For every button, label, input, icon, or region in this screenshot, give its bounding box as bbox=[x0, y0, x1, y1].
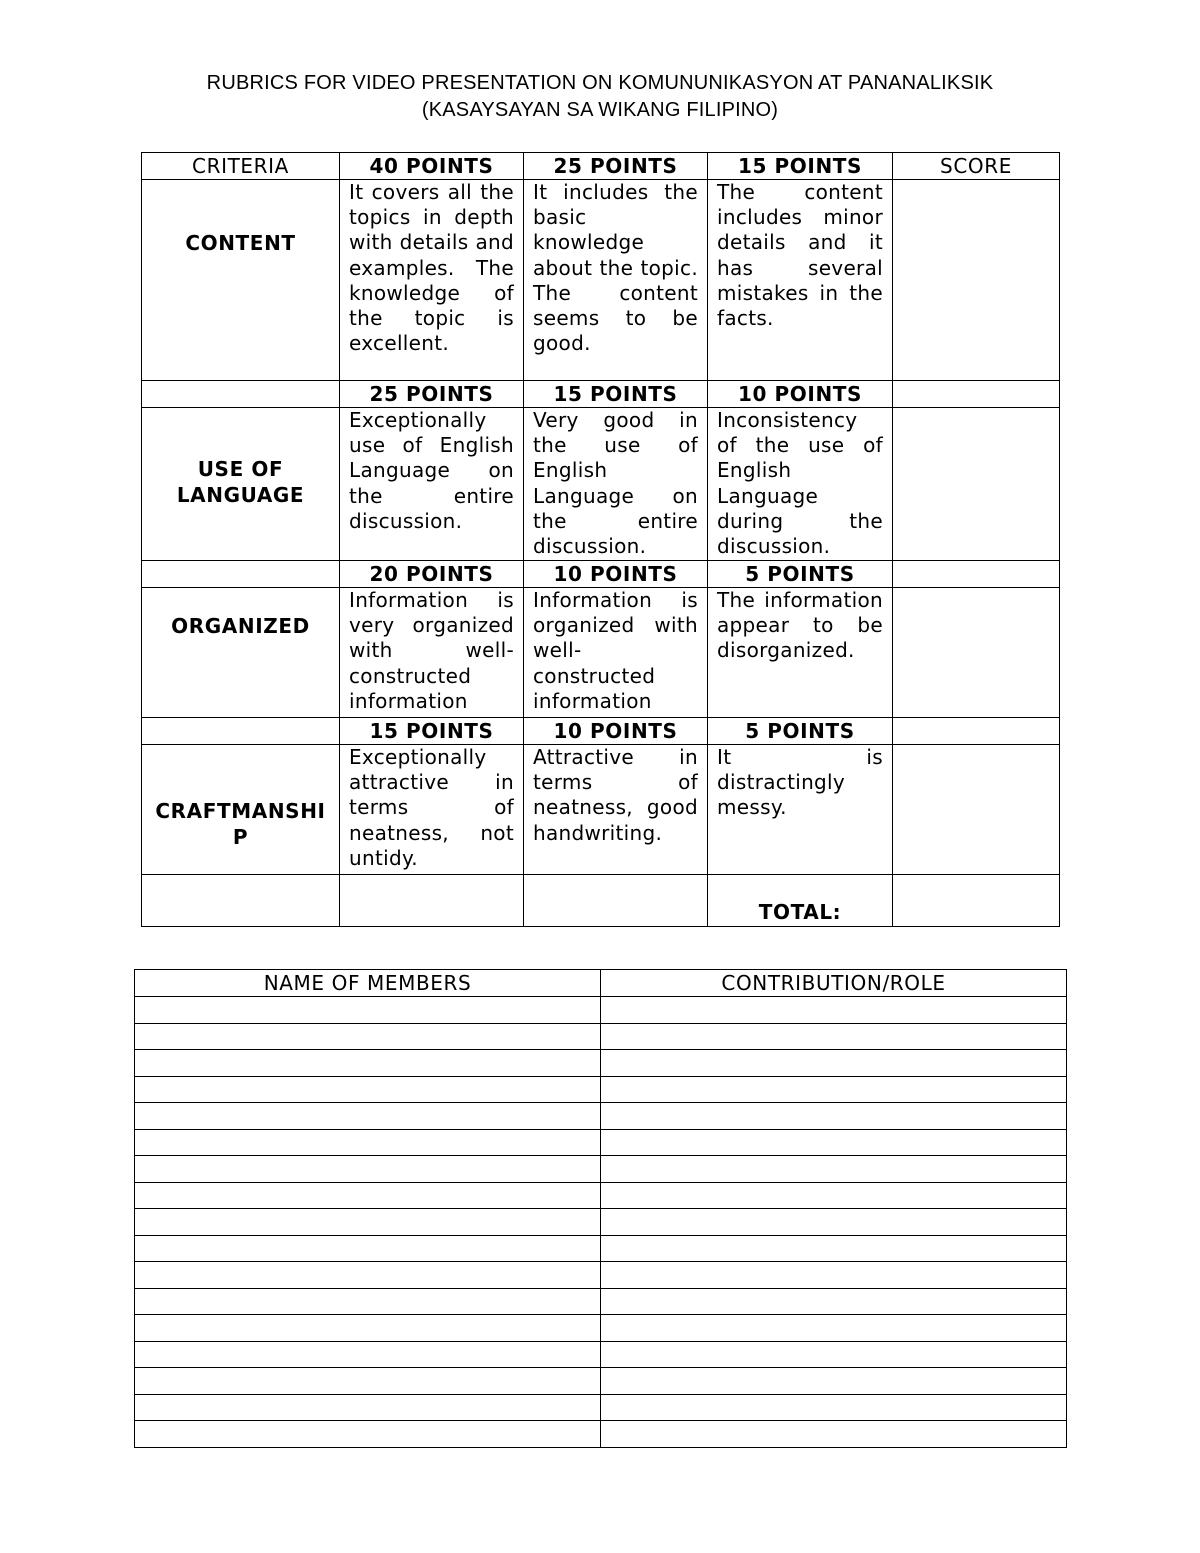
members-header-row bbox=[135, 970, 1067, 997]
member-row bbox=[135, 1023, 1067, 1050]
member-row bbox=[135, 1341, 1067, 1368]
member-row bbox=[135, 1182, 1067, 1209]
member-row bbox=[135, 1315, 1067, 1342]
member-row bbox=[135, 1156, 1067, 1183]
header-contribution-role: CONTRIBUTION/ROLE bbox=[601, 970, 1067, 997]
organized-desc-3: The information appear to be disorganized. bbox=[708, 588, 893, 718]
score-language[interactable] bbox=[893, 408, 1060, 561]
points-blank bbox=[893, 718, 1060, 745]
member-role-cell[interactable] bbox=[601, 1288, 1067, 1315]
rubric-header-row bbox=[142, 153, 1060, 180]
member-row bbox=[135, 1209, 1067, 1236]
organized-points-row bbox=[142, 561, 1060, 588]
member-name-cell[interactable] bbox=[135, 1368, 601, 1395]
member-name-cell[interactable] bbox=[135, 997, 601, 1024]
points-blank bbox=[142, 561, 340, 588]
organized-points-2: 10 POINTS bbox=[524, 561, 708, 588]
craftmanship-row bbox=[142, 745, 1060, 875]
total-label: TOTAL: bbox=[708, 875, 893, 927]
member-role-cell[interactable] bbox=[601, 1341, 1067, 1368]
language-points-3: 10 POINTS bbox=[708, 381, 893, 408]
member-role-cell[interactable] bbox=[601, 1050, 1067, 1077]
total-blank bbox=[340, 875, 524, 927]
member-rows bbox=[135, 997, 1067, 1448]
member-row bbox=[135, 1050, 1067, 1077]
member-name-cell[interactable] bbox=[135, 1103, 601, 1130]
total-blank bbox=[142, 875, 340, 927]
craftmanship-desc-2: Attractive in terms of neatness, good handwriting. bbox=[524, 745, 708, 875]
member-name-cell[interactable] bbox=[135, 1076, 601, 1103]
member-name-cell[interactable] bbox=[135, 1209, 601, 1236]
member-name-cell[interactable] bbox=[135, 1341, 601, 1368]
criteria-craftmanship: CRAFTMANSHIP bbox=[142, 745, 340, 875]
member-name-cell[interactable] bbox=[135, 1288, 601, 1315]
organized-points-1: 20 POINTS bbox=[340, 561, 524, 588]
content-row bbox=[142, 180, 1060, 381]
member-role-cell[interactable] bbox=[601, 1394, 1067, 1421]
craftmanship-desc-3: It is distractingly messy. bbox=[708, 745, 893, 875]
content-desc-3: The content includes minor details and it has several mistakes in the facts. bbox=[708, 180, 893, 381]
header-name-of-members: NAME OF MEMBERS bbox=[135, 970, 601, 997]
member-row bbox=[135, 1076, 1067, 1103]
member-name-cell[interactable] bbox=[135, 1156, 601, 1183]
points-blank bbox=[142, 381, 340, 408]
member-role-cell[interactable] bbox=[601, 1421, 1067, 1448]
document-title bbox=[0, 70, 1200, 124]
craftmanship-points-2: 10 POINTS bbox=[524, 718, 708, 745]
score-craftmanship[interactable] bbox=[893, 745, 1060, 875]
member-name-cell[interactable] bbox=[135, 1235, 601, 1262]
members-table bbox=[134, 969, 1067, 1448]
member-role-cell[interactable] bbox=[601, 1023, 1067, 1050]
member-row bbox=[135, 997, 1067, 1024]
score-content[interactable] bbox=[893, 180, 1060, 381]
craftmanship-points-3: 5 POINTS bbox=[708, 718, 893, 745]
content-desc-2: It includes the basic knowledge about the topic. The content seems to be good. bbox=[524, 180, 708, 381]
criteria-use-of-language: USE OF LANGUAGE bbox=[142, 408, 340, 561]
total-row bbox=[142, 875, 1060, 927]
member-role-cell[interactable] bbox=[601, 1129, 1067, 1156]
header-points-1: 40 POINTS bbox=[340, 153, 524, 180]
score-organized[interactable] bbox=[893, 588, 1060, 718]
member-name-cell[interactable] bbox=[135, 1315, 601, 1342]
organized-desc-2: Information is organized with well-constructed information bbox=[524, 588, 708, 718]
criteria-organized: ORGANIZED bbox=[142, 588, 340, 718]
member-name-cell[interactable] bbox=[135, 1394, 601, 1421]
score-total[interactable] bbox=[893, 875, 1060, 927]
member-row bbox=[135, 1103, 1067, 1130]
member-role-cell[interactable] bbox=[601, 1368, 1067, 1395]
craftmanship-desc-1: Exceptionally attractive in terms of neatness, not untidy. bbox=[340, 745, 524, 875]
member-name-cell[interactable] bbox=[135, 1023, 601, 1050]
member-role-cell[interactable] bbox=[601, 1235, 1067, 1262]
member-role-cell[interactable] bbox=[601, 997, 1067, 1024]
language-points-row bbox=[142, 381, 1060, 408]
organized-points-3: 5 POINTS bbox=[708, 561, 893, 588]
member-role-cell[interactable] bbox=[601, 1076, 1067, 1103]
rubric-table bbox=[141, 152, 1060, 927]
member-name-cell[interactable] bbox=[135, 1182, 601, 1209]
member-role-cell[interactable] bbox=[601, 1315, 1067, 1342]
member-role-cell[interactable] bbox=[601, 1209, 1067, 1236]
member-role-cell[interactable] bbox=[601, 1182, 1067, 1209]
member-row bbox=[135, 1129, 1067, 1156]
organized-row bbox=[142, 588, 1060, 718]
language-desc-1: Exceptionally use of English Language on the entire discussion. bbox=[340, 408, 524, 561]
member-name-cell[interactable] bbox=[135, 1262, 601, 1289]
member-row bbox=[135, 1394, 1067, 1421]
title-line-1: RUBRICS FOR VIDEO PRESENTATION ON KOMUNUNIKASYON AT PANANALIKSIK bbox=[206, 72, 994, 94]
member-name-cell[interactable] bbox=[135, 1129, 601, 1156]
header-points-2: 25 POINTS bbox=[524, 153, 708, 180]
member-name-cell[interactable] bbox=[135, 1050, 601, 1077]
craftmanship-points-row bbox=[142, 718, 1060, 745]
points-blank bbox=[893, 561, 1060, 588]
header-criteria: CRITERIA bbox=[142, 153, 340, 180]
header-points-3: 15 POINTS bbox=[708, 153, 893, 180]
title-line-2: (KASAYSAYAN SA WIKANG FILIPINO) bbox=[421, 99, 779, 121]
total-blank bbox=[524, 875, 708, 927]
member-row bbox=[135, 1368, 1067, 1395]
craftmanship-points-1: 15 POINTS bbox=[340, 718, 524, 745]
member-row bbox=[135, 1262, 1067, 1289]
points-blank bbox=[142, 718, 340, 745]
member-row bbox=[135, 1288, 1067, 1315]
language-row bbox=[142, 408, 1060, 561]
organized-desc-1: Information is very organized with well-constructed information bbox=[340, 588, 524, 718]
language-points-2: 15 POINTS bbox=[524, 381, 708, 408]
content-desc-1: It covers all the topics in depth with details and examples. The knowledge of the topic is excellent. bbox=[340, 180, 524, 381]
member-role-cell[interactable] bbox=[601, 1156, 1067, 1183]
member-role-cell[interactable] bbox=[601, 1262, 1067, 1289]
points-blank bbox=[893, 381, 1060, 408]
member-row bbox=[135, 1235, 1067, 1262]
language-desc-2: Very good in the use of English Language on the entire discussion. bbox=[524, 408, 708, 561]
header-score: SCORE bbox=[893, 153, 1060, 180]
member-row bbox=[135, 1421, 1067, 1448]
member-role-cell[interactable] bbox=[601, 1103, 1067, 1130]
member-name-cell[interactable] bbox=[135, 1421, 601, 1448]
language-points-1: 25 POINTS bbox=[340, 381, 524, 408]
criteria-content: CONTENT bbox=[142, 180, 340, 381]
language-desc-3: Inconsistency of the use of English Language during the discussion. bbox=[708, 408, 893, 561]
